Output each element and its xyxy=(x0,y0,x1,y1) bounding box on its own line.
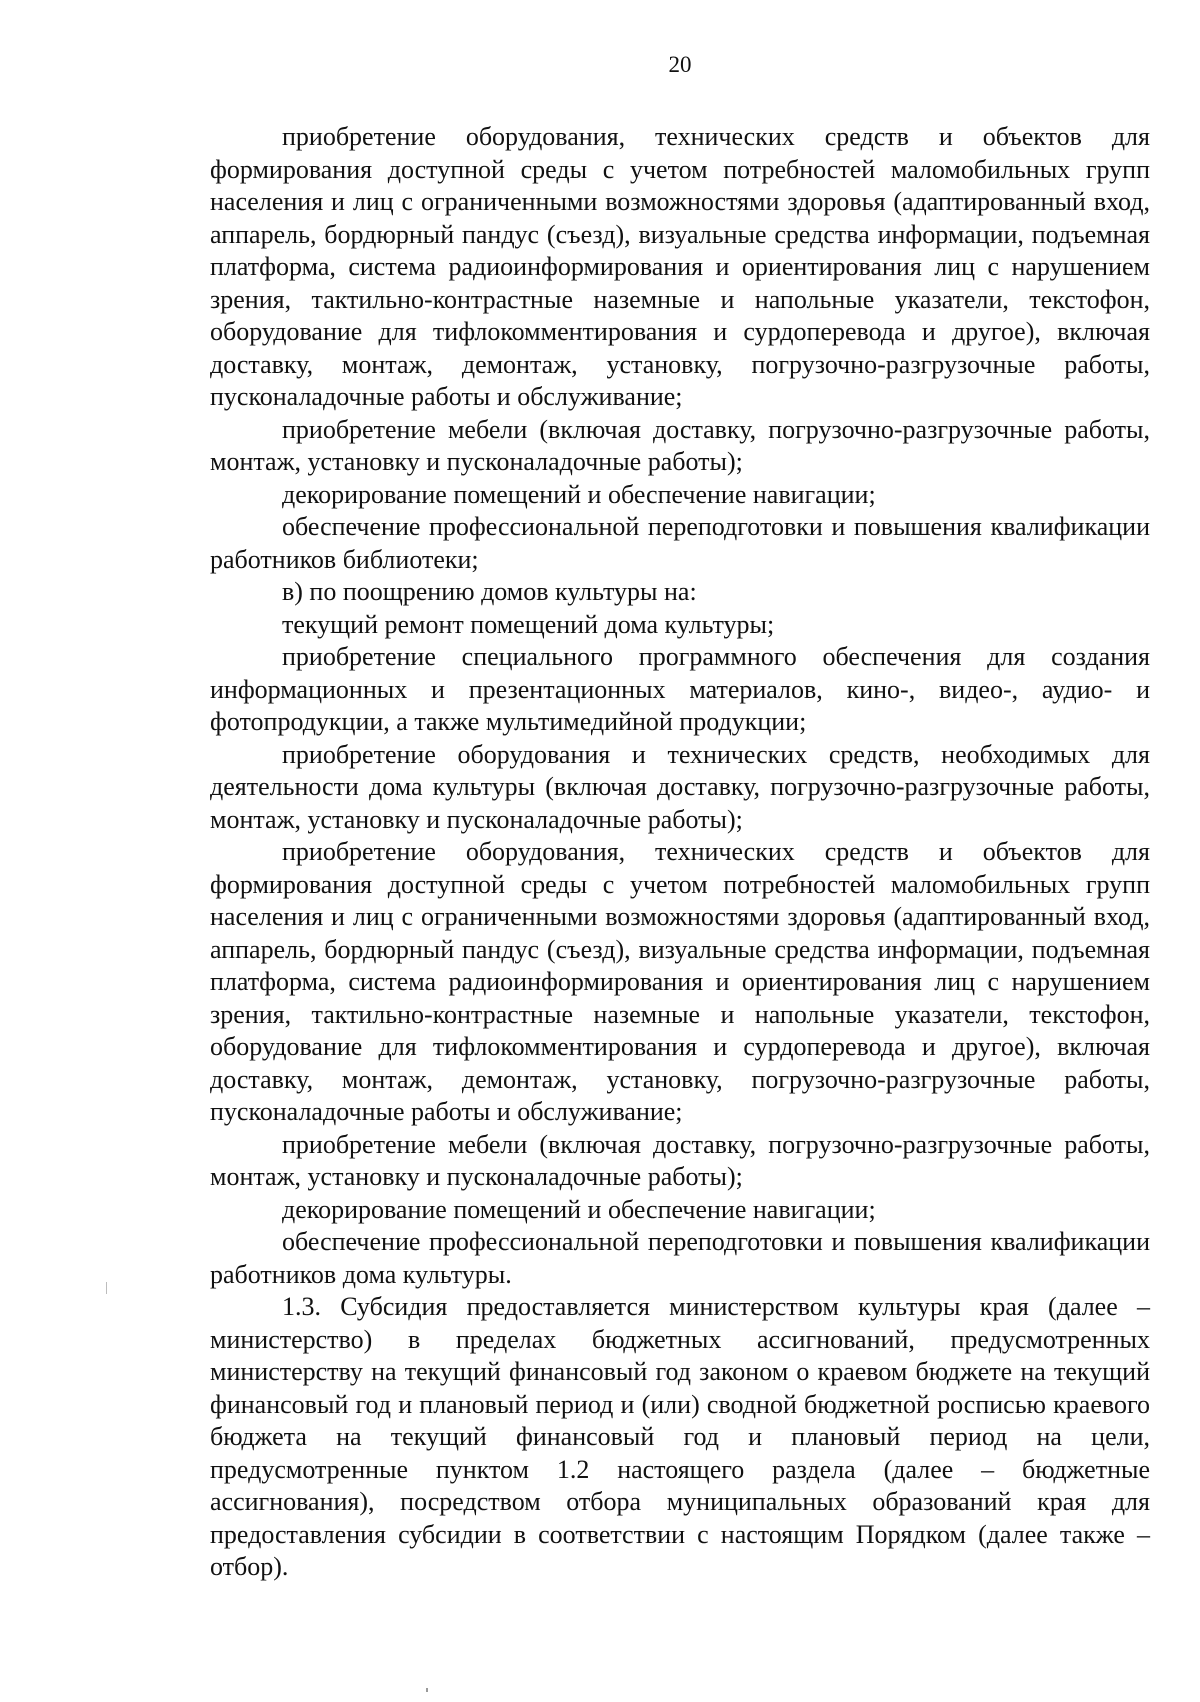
page-number: 20 xyxy=(668,52,692,77)
paragraph-furniture-library: приобретение мебели (включая доставку, погрузочно-разгрузочные работы, монтаж, установку и пусконаладочные работы); xyxy=(210,414,1150,476)
document-body xyxy=(210,121,1150,1584)
paragraph-furniture-culture: приобретение мебели (включая доставку, погрузочно-разгрузочные работы, монтаж, установку и пусконаладочные работы); xyxy=(210,1129,1150,1191)
paragraph-current-repair: текущий ремонт помещений дома культуры; xyxy=(282,609,775,639)
scan-margin-mark xyxy=(106,1282,107,1294)
paragraph-training-library: обеспечение профессиональной переподготовки и повышения квалификации работников библиотеки; xyxy=(210,512,1150,574)
paragraph-culture-houses-heading: в) по поощрению домов культуры на: xyxy=(282,577,697,606)
paragraph-decoration-library: декорирование помещений и обеспечение навигации; xyxy=(282,479,876,509)
paragraph-accessible-environment-library: приобретение оборудования, технических средств и объектов для формирования доступной среды с учетом потребностей маломобильных групп населения и лиц с ограниченными возможностями здоровья (адаптированный вход, аппарель, бордюрный пандус (съезд), визуальные средства информации, подъемная платформа, система радиоинформирования и ориентирования лиц с нарушением зрения, тактильно-контрастные наземные и напольные указатели, текстофон, оборудование для тифлокомментирования и сурдоперевода и другое), включая доставку, монтаж, демонтаж, установку, погрузочно-разгрузочные работы, пусконаладочные работы и обслуживание; xyxy=(210,122,1150,411)
paragraph-accessible-environment-culture: приобретение оборудования, технических средств и объектов для формирования доступной среды с учетом потребностей маломобильных групп населения и лиц с ограниченными возможностями здоровья (адаптированный вход, аппарель, бордюрный пандус (съезд), визуальные средства информации, подъемная платформа, система радиоинформирования и ориентирования лиц с нарушением зрения, тактильно-контрастные наземные и напольные указатели, текстофон, оборудование для тифлокомментирования и сурдоперевода и другое), включая доставку, монтаж, демонтаж, установку, погрузочно-разгрузочные работы, пусконаладочные работы и обслуживание; xyxy=(210,837,1150,1126)
paragraph-section-1-3: 1.3. Субсидия предоставляется министерством культуры края (далее – министерство) в пределах бюджетных ассигнований, предусмотренных министерству на текущий финансовый год законом о краевом бюджете на текущий финансовый год и плановый период и (или) сводной бюджетной росписью краевого бюджета на текущий финансовый год и плановый период на цели, предусмотренные пунктом 1.2 настоящего раздела (далее – бюджетные ассигнования), посредством отбора муниципальных образований края для предоставления субсидии в соответствии с настоящим Порядком (далее также – отбор). xyxy=(210,1292,1150,1581)
paragraph-software: приобретение специального программного обеспечения для создания информационных и презентационных материалов, кино-, видео-, аудио- и фотопродукции, а также мультимедийной продукции; xyxy=(210,642,1150,736)
paragraph-equipment: приобретение оборудования и технических средств, необходимых для деятельности дома культуры (включая доставку, погрузочно-разгрузочные работы, монтаж, установку и пусконаладочные работы); xyxy=(210,739,1150,834)
scan-bottom-mark xyxy=(426,1688,428,1692)
paragraph-training-culture: обеспечение профессиональной переподготовки и повышения квалификации работников дома культуры. xyxy=(210,1227,1150,1289)
paragraph-decoration-culture: декорирование помещений и обеспечение навигации; xyxy=(282,1194,876,1224)
